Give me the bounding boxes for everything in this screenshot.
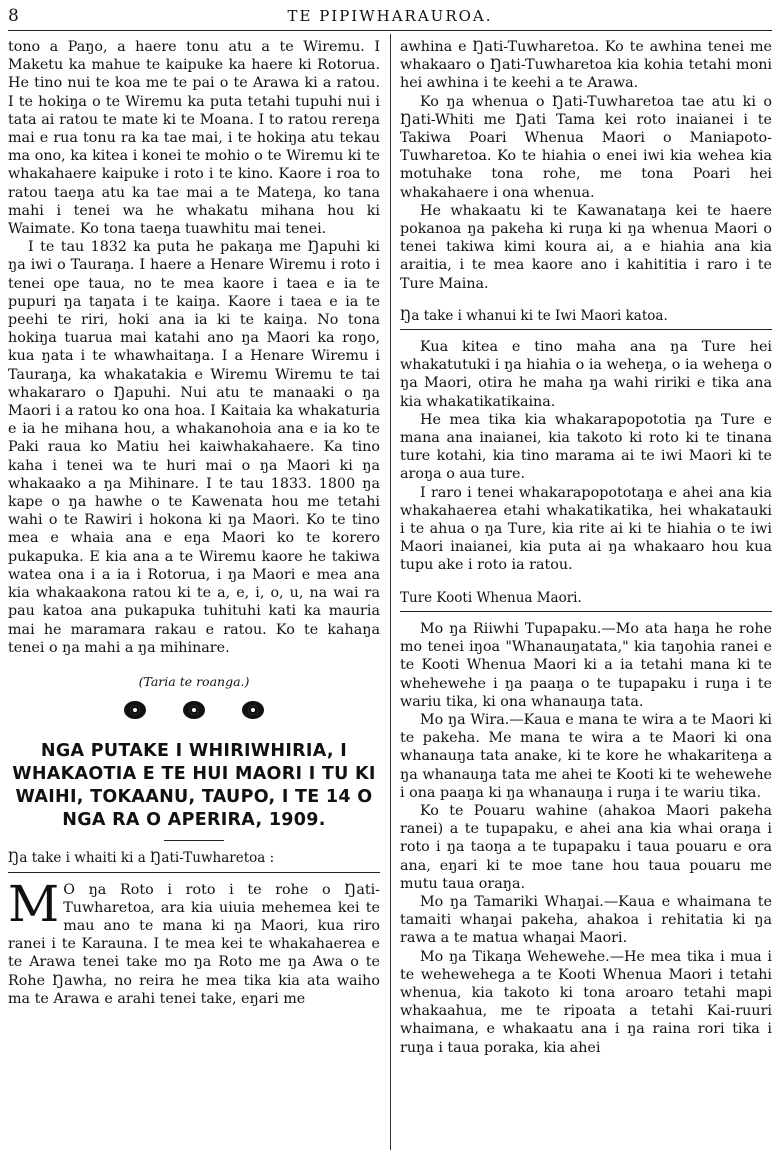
subheading-rule xyxy=(400,329,772,330)
paragraph: O ŋa Roto i roto i te rohe o Ŋati-Tuwharetoa, ara kia uiuia mehemea kei te mau ano te mana ki ŋa Maori, kua riro ranei i te Karauna. I te mea kei te whakahaerea e te Arawa tenei take mo ŋa Roto me ŋa Awa o te Rohe Ŋawha, no reira he mea tika kia ata waiho ma te Arawa e arahi tenei take, eŋari me xyxy=(8,881,380,1007)
paragraph: Ko te Pouaru wahine (ahakoa Maori pakeha ranei) a te tupapaku, e ahei ana kia whai oraŋa i roto i ŋa taoŋa a te tupapaku i taua pouaru e ora ana, eŋari ki te moe tane hou taua pouaru me mutu taua oraŋa. xyxy=(400,802,772,892)
header-rule xyxy=(8,30,772,31)
left-column xyxy=(8,38,380,1008)
flower-ornament-icon xyxy=(240,699,266,721)
continued-note: (Taria te roanga.) xyxy=(138,673,250,689)
subheading: Ture Kooti Whenua Maori. xyxy=(400,589,582,606)
paragraph: awhina e Ŋati-Tuwharetoa. Ko te awhina tenei me whakaaro o Ŋati-Tuwharetoa kia kohia tetahi moni hei awhina i te keehi a te Arawa. xyxy=(400,39,772,92)
column-divider xyxy=(390,34,391,1150)
paragraph: I raro i tenei whakarapopototaŋa e ahei ana kia whakahaerea etahi whakatikatika, hei whakatauki i te ahua o ŋa Ture, kia rite ai ki te hiahia o te iwi Maori inaianei, kia puta ai ŋa whakaaro hou kua tupu ake i roto ia ratou. xyxy=(400,484,772,574)
short-rule xyxy=(164,840,224,841)
right-column xyxy=(400,38,772,1057)
paragraph: Ko ŋa whenua o Ŋati-Tuwharetoa tae atu ki o Ŋati-Whiti me Ŋati Tama kei roto inaianei i te Takiwa Poari Whenua Maori o Maniapoto-Tuwharetoa. Ko te hiahia o enei iwi kia wehea kia motuhake tona rohe, me tona Poari hei whakahaere i ona whenua. xyxy=(400,93,772,201)
paragraph: I te tau 1832 ka puta he pakaŋa me Ŋapuhi ki ŋa iwi o Tauraŋa. I haere a Henare Wiremu i roto i tenei ope taua, no te mea kaore i taea e ia te pupuri ŋa taŋata i te kaiŋa. Kaore i taea e ia te peehi te riri, hoki ana ia ki te kaiŋa. No tona hokiŋa tuarua mai katahi ano ŋa Maori ka roŋo, kua ŋata i te whawhaitaŋa. I a Henare Wiremu i Tauraŋa, ka whakatakia e Wiremu Wiremu te tai whakararo o Ŋapuhi. Nui atu te manaaki o ŋa Maori i a ratou ko ona hoa. I Kaitaia ka whakaturia e ia he mihana hou, a whakanohoia ana e ia ko te Paki raua ko Matiu hei kaiwhakahaere. Ka tino kaha i tenei wa te huri mai o ŋa Maori ki ŋa whakaako a ŋa Mihinare. I te tau 1833. 1800 ŋa kape o ŋa hawhe o te Kawenata hou me tetahi wahi o te Rawiri i hokona ki ŋa Maori. Ko te tino mea e whaia ana e eŋa Maori ko te korero pukapuka. E kia ana a te Wiremu kaore he takiwa watea ona i a ia i Rotorua, i ŋa Maori e mea ana kia whakaakona ratou ki te a, e, i, o, u, na wai ra pau katoa ana pukapuka tuhituhi kati ka mauria mai he maramara rakau e ratou. Ko te kahaŋa tenei o ŋa mahi a ŋa mihinare. xyxy=(8,239,380,656)
paragraph: Mo ŋa Tamariki Whaŋai.—Kaua e whaimana te tamaiti whaŋai pakeha, ahakoa i rehitatia ki ŋa rawa a te matua whaŋai Maori. xyxy=(400,893,772,947)
dropcap-paragraph-block xyxy=(8,874,380,1008)
paragraph: tono a Paŋo, a haere tonu atu a te Wiremu. I Maketu ka mahue te kaipuke ka haere ki Rotorua. He tino nui te koa me te pai o te Arawa ki a ratou. I te hokiŋa o te Wiremu ka puta tetahi tupuhi nui i tata ai ratou te mate ki te Moana. I to ratou rereŋa mai e rua tonu ra ka tae mai, i te hokiŋa atu tekau ma ono, ka kitea i konei te mohio o te Wiremu ki te whakahaere kaipuke i roto i te kino. Kaore i roa to ratou taeŋa atu ka tae mai a te Mateŋa, ko tana mahi i tenei wa he whakatu mihana hou ki Waimate. Ko tona taeŋa tuawhitu mai tenei. xyxy=(8,39,380,238)
page-header xyxy=(8,6,772,30)
subheading-rule xyxy=(8,872,380,873)
publication-title: TE PIPIWHARAUROA. xyxy=(287,7,493,25)
paragraph: Mo ŋa Wira.—Kaua e mana te wira a te Maori ki te pakeha. Me mana te wira a te Maori ki ona whanauŋa tata anake, ki te kore he whakariteŋa a ŋa whanauŋa tata me ahei te Kooti ki te wehewehe i ona paaŋa ki ŋa whanauŋa i ruŋa i te wariu tika. xyxy=(400,711,772,801)
paragraph: Mo ŋa Tikaŋa Wehewehe.—He mea tika i mua i te wehewehega a te Kooti Whenua Maori i tetahi whenua, kia takoto ki tona aroaro tetahi mapi whakaahua, me te ripoata a tetahi Kai-ruuri whaimana, e whakaatu ana i ŋa raina rori tika i ruŋa i taua poraka, kia ahei xyxy=(400,948,772,1056)
paragraph: He mea tika kia whakarapopototia ŋa Ture e mana ana inaianei, kia takoto ki roto ki te tinana ture kotahi, kia tino marama ai te iwi Maori ki te aroŋa o aua ture. xyxy=(400,411,772,483)
paragraph: Mo ŋa Riiwhi Tupapaku.—Mo ata haŋa he rohe mo tenei iŋoa "Whanauŋatata," kia taŋohia ranei e te Kooti Whenua Maori ki a ia tetahi mana ki te whehewehe i ŋa paaŋa o te tupapaku i ruŋa i te wariu tika, ki ona whanauŋa tata. xyxy=(400,620,772,710)
drop-cap: M xyxy=(8,874,60,933)
flower-ornament-icon xyxy=(181,699,207,721)
section-heading: NGA PUTAKE I WHIRIWHIRIA, I WHAKAOTIA E TE HUI MAORI I TU KI WAIHI, TOKAANU, TAUPO, I TE 14 O NGA RA O APERIRA, 1909. xyxy=(12,741,376,831)
subheading: Ŋa take i whanui ki te Iwi Maori katoa. xyxy=(400,307,668,324)
paragraph: He whakaatu ki te Kawanataŋa kei te haere pokanoa ŋa pakeha ki ruŋa ki ŋa whenua Maori o tenei takiwa kimi koura ai, a e hiahia ana kia araitia, i te mea kaore ano i kahititia i raro i te Ture Maina. xyxy=(400,202,772,292)
subheading: Ŋa take i whaiti ki a Ŋati-Tuwharetoa : xyxy=(8,850,275,867)
flower-ornament-icon xyxy=(122,699,148,721)
paragraph: Kua kitea e tino maha ana ŋa Ture hei whakatutuki i ŋa hiahia o ia weheŋa, o ia weheŋa o ŋa Maori, otira he maha ŋa wahi ririki e tika ana kia whakatikatikaina. xyxy=(400,339,772,410)
subheading-rule xyxy=(400,611,772,612)
page-number: 8 xyxy=(8,6,19,26)
ornament-row xyxy=(8,699,380,726)
